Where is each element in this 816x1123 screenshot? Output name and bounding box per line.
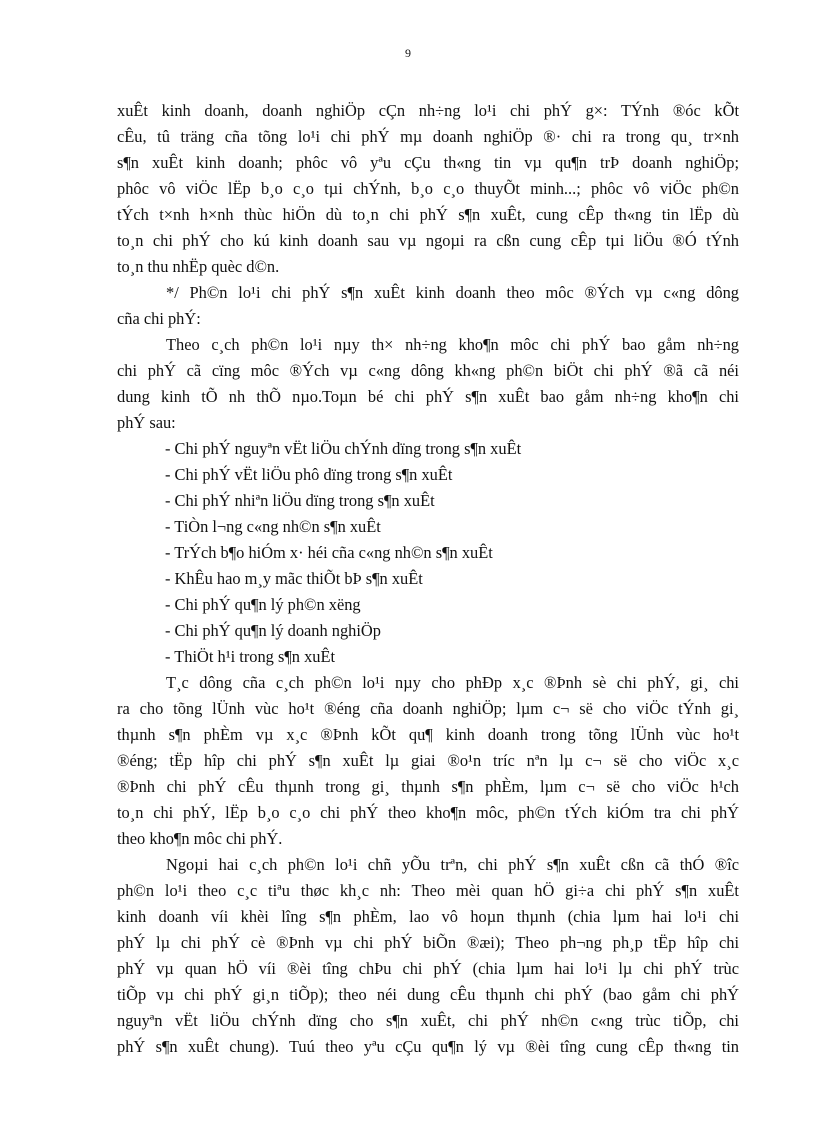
section-heading [117, 280, 739, 332]
text-line: nguyªn vËt liÖu chÝnh dïng cho s¶n xuÊt, chi phÝ nh©n c«ng trùc tiÕp, chi [117, 1011, 739, 1030]
text-line: cÊu, tû träng cña tõng lo¹i chi phÝ mµ doanh nghiÖp ®· chi ra trong qu¸ tr×nh [117, 127, 739, 146]
text-line: xuÊt kinh doanh, doanh nghiÖp cÇn nh÷ng lo¹i chi phÝ g×: TÝnh ®óc kÕt [117, 101, 739, 120]
text-line: Ngoµi hai c¸ch ph©n lo¹i chñ yÕu trªn, chi phÝ s¶n xuÊt cßn cã thÓ ®îc [166, 855, 739, 874]
text-line: ra cho tõng lÜnh vùc ho¹t ®éng cña doanh nghiÖp; lµm c¬ së cho viÖc tÝnh gi¸ [117, 699, 739, 718]
text-line: */ Ph©n lo¹i chi phÝ s¶n xuÊt kinh doanh theo môc ®Ých vµ c«ng dông [166, 283, 739, 302]
paragraph-4 [117, 670, 739, 852]
list-item: - Chi phÝ nguyªn vËt liÖu chÝnh dïng trong s¶n xuÊt [165, 439, 522, 458]
text-line: T¸c dông cña c¸ch ph©n lo¹i nµy cho phÐp x¸c ®Þnh sè chi phÝ, gi¸ chi [166, 673, 739, 692]
text-line: ®Þnh chi phÝ cÊu thµnh trong gi¸ thµnh s¶n phÈm, lµm c¬ së cho viÖc h¹ch [117, 777, 739, 796]
list-item: - Chi phÝ qu¶n lý ph©n xëng [165, 595, 361, 614]
text-line: theo kho¶n môc chi phÝ. [117, 829, 283, 848]
list-item: - Chi phÝ vËt liÖu phô dïng trong s¶n xuÊt [165, 465, 453, 484]
text-line: ph©n lo¹i theo c¸c tiªu thøc kh¸c nh: Theo mèi quan hÖ gi÷a chi phÝ s¶n xuÊt [117, 881, 739, 900]
text-line: chi phÝ cã cïng môc ®Ých vµ c«ng dông kh«ng ph©n biÖt chi phÝ ®ã cã néi [117, 361, 739, 380]
list-item: - KhÊu hao m¸y mãc thiÕt bÞ s¶n xuÊt [165, 569, 423, 588]
text-line: phÝ lµ chi phÝ cè ®Þnh vµ chi phÝ biÕn ®æi); Theo ph¬ng ph¸p tËp hîp chi [117, 933, 739, 952]
paragraph-1 [117, 98, 739, 280]
page-number: 9 [405, 46, 411, 60]
text-line: phÝ s¶n xuÊt chung). Tuú theo yªu cÇu qu¶n lý vµ ®èi tîng cung cÊp th«ng tin [117, 1037, 739, 1056]
paragraph-3 [117, 332, 739, 436]
list-item: - TiÒn l¬ng c«ng nh©n s¶n xuÊt [165, 517, 381, 536]
text-line: cña chi phÝ: [117, 309, 201, 328]
list-item: - Chi phÝ nhiªn liÖu dïng trong s¶n xuÊt [165, 491, 435, 510]
text-line: to¸n chi phÝ, lËp b¸o c¸o chi phÝ theo kho¶n môc, ph©n tÝch kiÓm tra chi phÝ [117, 803, 739, 822]
document-body [117, 98, 739, 1060]
paragraph-5 [117, 852, 739, 1060]
text-line: kinh doanh víi khèi lîng s¶n phÈm, lao vô hoµn thµnh (chia lµm hai lo¹i chi [117, 907, 739, 926]
text-line: Theo c¸ch ph©n lo¹i nµy th× nh÷ng kho¶n môc chi phÝ bao gåm nh÷ng [166, 335, 739, 354]
text-line: tiÕp vµ chi phÝ gi¸n tiÕp); theo néi dung cÊu thµnh chi phÝ (bao gåm chi phÝ [117, 985, 739, 1004]
list-item: - TrÝch b¶o hiÓm x· héi cña c«ng nh©n s¶n xuÊt [165, 543, 493, 562]
list-item: - ThiÖt h¹i trong s¶n xuÊt [165, 647, 336, 666]
text-line: phÝ sau: [117, 413, 176, 432]
text-line: ®éng; tËp hîp chi phÝ s¶n xuÊt lµ giai ®o¹n tríc nªn lµ c¬ së cho viÖc x¸c [117, 751, 739, 770]
text-line: s¶n xuÊt kinh doanh; phôc vô yªu cÇu th«ng tin vµ qu¶n trÞ doanh nghiÖp; [117, 153, 739, 172]
list-item: - Chi phÝ qu¶n lý doanh nghiÖp [165, 621, 381, 640]
text-line: to¸n chi phÝ cho kú kinh doanh sau vµ ngoµi ra cßn cung cÊp tµi liÖu ®Ó tÝnh [117, 231, 739, 250]
text-line: to¸n thu nhËp quèc d©n. [117, 257, 280, 276]
text-line: phôc vô viÖc lËp b¸o c¸o tµi chÝnh, b¸o c¸o thuyÕt minh...; phôc vô viÖc ph©n [117, 179, 739, 198]
text-line: tÝch t×nh h×nh thùc hiÖn dù to¸n chi phÝ s¶n xuÊt, cung cÊp th«ng tin lËp dù [117, 205, 739, 224]
text-line: phÝ vµ quan hÖ víi ®èi tîng chÞu chi phÝ (chia lµm hai lo¹i lµ chi phÝ trùc [117, 959, 739, 978]
cost-item-list [117, 436, 739, 670]
text-line: dung kinh tÕ nh thÕ nµo.Toµn bé chi phÝ s¶n xuÊt bao gåm nh÷ng kho¶n chi [117, 387, 739, 406]
text-line: thµnh s¶n phÈm vµ x¸c ®Þnh kÕt qu¶ kinh doanh trong tõng lÜnh vùc ho¹t [117, 725, 739, 744]
